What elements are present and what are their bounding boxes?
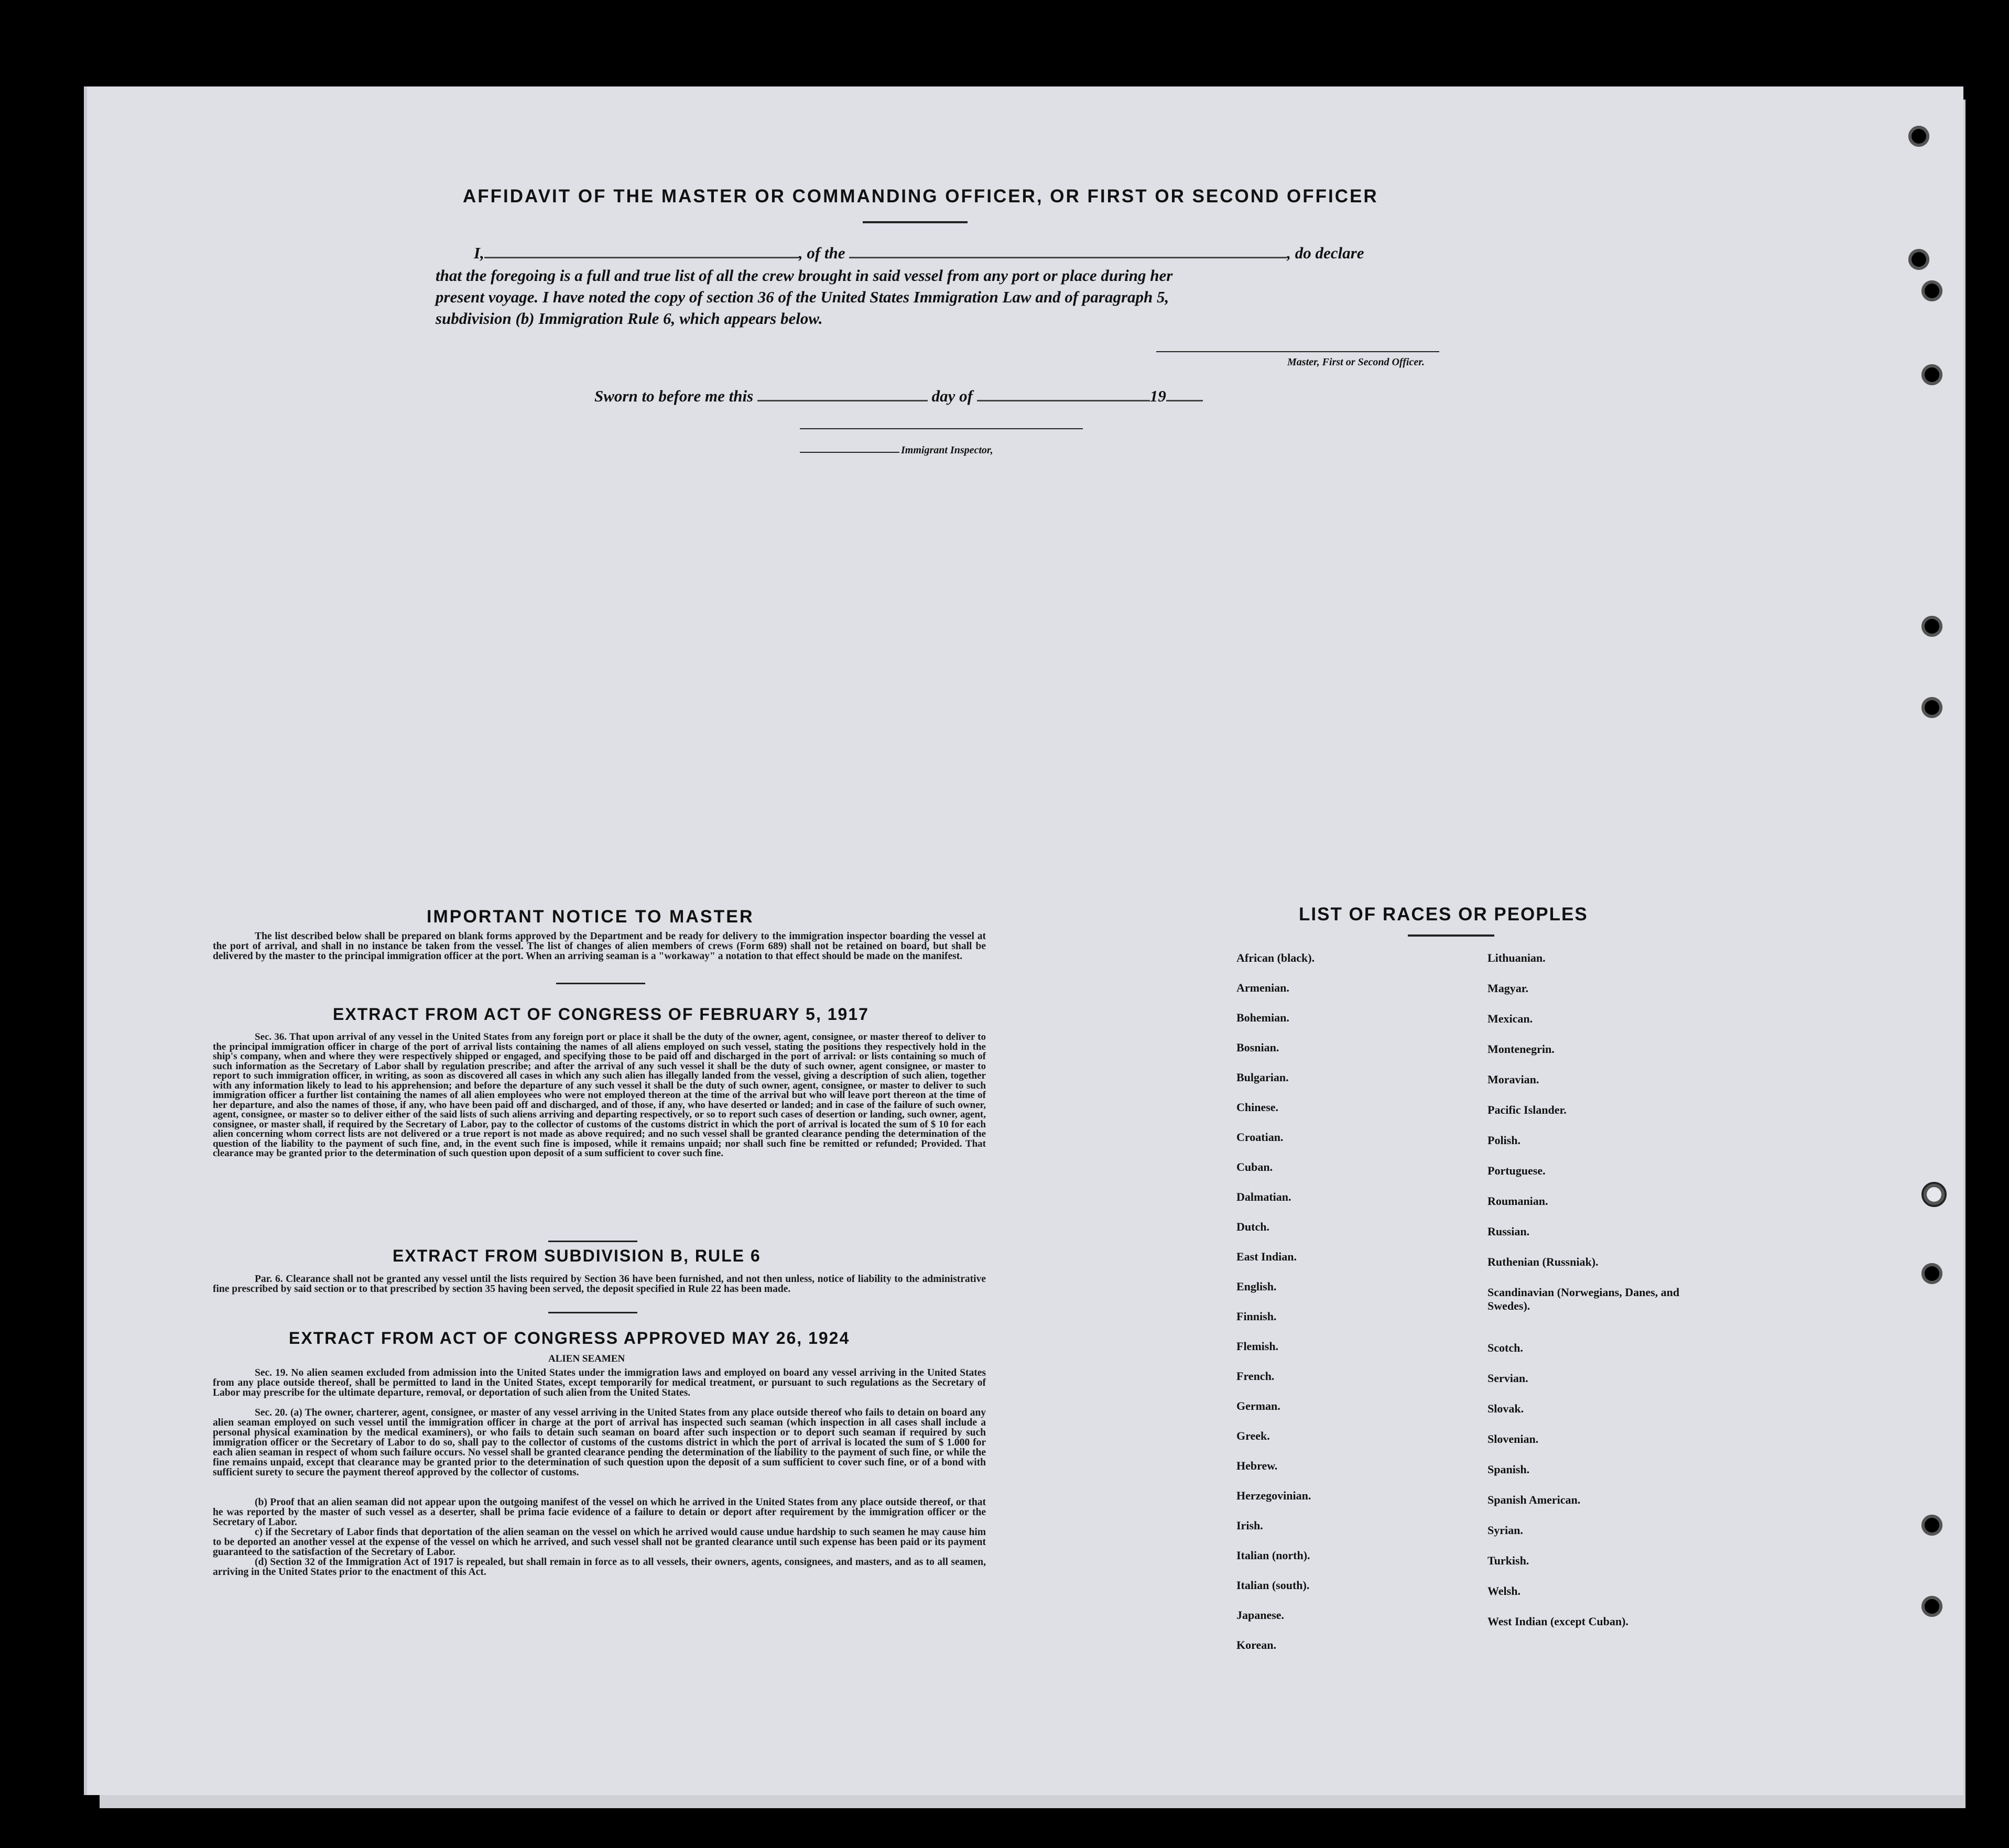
extract-1924-sec20c: c) if the Secretary of Labor finds that deportation of the alien seaman on the vessel on which he arrived would cause undue hardship to such seamen he may cause him to be deported an another vessel at the expense of the vessel on which he arrived, and such vessel shall not be granted clearance until such expense has been paid or its payment guaranteed to the satisfaction of the Secretary of Labor. (213, 1527, 986, 1558)
race-item: Croatian. (1236, 1130, 1284, 1144)
race-item: Moravian. (1487, 1073, 1539, 1086)
race-item: Finnish. (1236, 1310, 1277, 1323)
race-item: Cuban. (1236, 1160, 1273, 1173)
punch-hole (1921, 1182, 1947, 1207)
race-item: Scandinavian (Norwegians, Danes, and Swedes). (1487, 1286, 1680, 1312)
race-item: Syrian. (1487, 1524, 1523, 1537)
affidavit-title-rule (863, 221, 968, 223)
race-item: Lithuanian. (1487, 951, 1546, 964)
sworn-year-label: 19 (1149, 387, 1166, 405)
affidavit-i-label: I, (474, 244, 484, 262)
race-item: Dalmatian. (1236, 1190, 1291, 1203)
punch-hole (1908, 249, 1929, 270)
sworn-month-field[interactable] (977, 400, 1150, 401)
rule6-text: Par. 6. Clearance shall not be granted any vessel until the lists required by Section 36 have been furnished, and not then unless, notice of liability to the administrative fine prescribed by said section or to that prescribed by section 35 having been served, the deposit specified in Rule 22 has been made. (213, 1274, 986, 1295)
extract-1924-sec19: Sec. 19. No alien seamen excluded from admission into the United States under the immigration laws and employed on board any vessel arriving in the United States from any place outside thereof, shall be permitted to land in the United States, except temporarily for medical treatment, or pursuant to such regulations as the Secretary of Labor may prescribe for the ultimate departure, removal, or deportation of such alien from the United States. (213, 1367, 986, 1398)
extract-1917-title: EXTRACT FROM ACT OF CONGRESS OF FEBRUARY 5, 1917 (333, 1005, 869, 1024)
sworn-day-field[interactable] (757, 400, 928, 401)
rule6-rule (548, 1312, 637, 1313)
race-item: Slovak. (1487, 1402, 1524, 1415)
race-item: English. (1236, 1280, 1277, 1293)
sworn-line (594, 387, 1203, 406)
race-item: Chinese. (1236, 1101, 1279, 1114)
races-title-rule (1408, 934, 1494, 937)
punch-hole (1921, 364, 1942, 385)
race-item: Korean. (1236, 1638, 1276, 1651)
affidavit-line-4: subdivision (b) Immigration Rule 6, which appears below. (436, 309, 823, 328)
affidavit-title: AFFIDAVIT OF THE MASTER OR COMMANDING OFFICER, OR FIRST OR SECOND OFFICER (463, 186, 1378, 206)
race-item: Roumanian. (1487, 1194, 1548, 1208)
inspector-line-upper[interactable] (800, 428, 1083, 429)
race-item: Servian. (1487, 1372, 1528, 1385)
sworn-day-of-label: day of (931, 387, 973, 405)
race-item: Hebrew. (1236, 1459, 1278, 1472)
affidavit-line-2: that the foregoing is a full and true list of all the crew brought in said vessel from any port or place during her (436, 266, 1173, 285)
race-item: Polish. (1487, 1134, 1521, 1147)
race-item: Magyar. (1487, 982, 1529, 995)
race-item: Welsh. (1487, 1584, 1521, 1597)
notice-rule (556, 983, 645, 984)
sworn-year-field[interactable] (1166, 400, 1203, 401)
punch-hole (1921, 1596, 1942, 1617)
race-item: French. (1236, 1369, 1275, 1383)
punch-hole (1921, 697, 1942, 718)
inspector-line-lower[interactable] (800, 452, 899, 453)
race-item: Mexican. (1487, 1012, 1533, 1025)
race-item: Dutch. (1236, 1220, 1269, 1233)
race-item: Armenian. (1236, 981, 1289, 994)
sworn-prefix: Sworn to before me this (594, 387, 754, 405)
affidavit-line-3: present voyage. I have noted the copy of section 36 of the United States Immigration Law and of paragraph 5, (436, 288, 1169, 306)
race-item: Bohemian. (1236, 1011, 1289, 1024)
race-item: Flemish. (1236, 1340, 1279, 1353)
race-item: East Indian. (1236, 1250, 1297, 1263)
extract-1924-sec20d: (d) Section 32 of the Immigration Act of 1917 is repealed, but shall remain in force as to all vessels, their owners, agents, consignees, and masters, and as to all seamen, arriving in the United States prior to the enactment of this Act. (213, 1557, 986, 1578)
race-item: Turkish. (1487, 1554, 1529, 1567)
extract-1924-title: EXTRACT FROM ACT OF CONGRESS APPROVED MAY 26, 1924 (289, 1329, 850, 1347)
race-item: Italian (south). (1236, 1579, 1310, 1592)
race-item: Herzegovinian. (1236, 1489, 1311, 1502)
race-item: Spanish. (1487, 1463, 1530, 1476)
race-item: Pacific Islander. (1487, 1103, 1567, 1116)
race-item: Scotch. (1487, 1341, 1523, 1354)
race-item: Russian. (1487, 1225, 1530, 1238)
bleed-through-marks (139, 118, 149, 160)
race-item: Bosnian. (1236, 1041, 1279, 1054)
master-signature-caption: Master, First or Second Officer. (1287, 356, 1425, 368)
affidavit-line-1 (474, 244, 1364, 263)
race-item: Slovenian. (1487, 1432, 1539, 1445)
race-item: Montenegrin. (1487, 1042, 1555, 1056)
punch-hole (1921, 616, 1942, 637)
race-item: German. (1236, 1399, 1280, 1412)
extract-1917-text: Sec. 36. That upon arrival of any vessel in the United States from any foreign port or place it shall be the duty of the owner, agent, consignee, or master thereof to deliver to the principal immigration officer in charge of the port of arrival lists containing the names of all aliens employed on such vessel, stating the positions they respectively hold in the ship's company, when and where they were respectively shipped or engaged, and specifying those to be paid off and discharged in the port of arrival: or lists containing so much of such information as the Secretary of Labor shall by regulation prescribe; and after the arrival of any such vessel it shall be the duty of such owner, agent consignee, or master to report to such immigration officer, in writing, as soon as discovered all cases in which any such alien has illegally landed from the vessel, giving a description of such alien, together with any information likely to lead to his apprehension; and before the departure of any such vessel it shall be the duty of such owner, agent, consignee, or master to deliver to such immigration officer a further list containing the names of all alien employees who were not employed thereon at the time of the arrival but who will leave port thereon at the time of her departure, and also the names of those, if any, who have been paid off and discharged, and of those, if any, who have deserted or landed; and in case of the failure of such owner, agent, consignee, or master so to deliver either of the said lists of such aliens arriving and departing respectively, or so to report such cases of desertion or landing, such owner, agent, consignee, or master shall, if required by the Secretary of Labor, pay to the collector of customs of the customs district in which the port of arrival is located the sum of $ 10 for each alien concerning whom correct lists are not delivered or a true report is not made as above required; and no such vessel shall be granted clearance pending the determination of the question of the liability to the payment of such fine, and, in the event such fine is imposed, while it remains unpaid; nor shall such fine be remitted or refunded; Provided. That clearance may be granted prior to the determination of such question upon deposit of a sum sufficient to cover such fine. (213, 1031, 986, 1159)
master-signature-line[interactable] (1156, 351, 1439, 352)
race-item: Spanish American. (1487, 1493, 1581, 1506)
punch-hole (1921, 1515, 1942, 1536)
race-item: Italian (north). (1236, 1549, 1310, 1562)
notice-text: The list described below shall be prepared on blank forms approved by the Department and be ready for delivery to the immigration inspector boarding the vessel at the port of arrival, and shall in no instance be taken from the vessel. The list of changes of alien members of crews (Form 689) shall not be retained on board, but shall be delivered by the master to the principal immigration officer at the port. When an arriving seaman is a "workaway" a notation to that effect should be made on the manifest. (213, 931, 986, 962)
race-item: Bulgarian. (1236, 1071, 1289, 1084)
race-item: Ruthenian (Russniak). (1487, 1255, 1599, 1268)
notice-title: IMPORTANT NOTICE TO MASTER (427, 907, 754, 927)
race-item: African (black). (1236, 951, 1315, 964)
punch-hole (1921, 280, 1942, 301)
extract-1917-rule (548, 1241, 637, 1242)
extract-1924-subtitle: ALIEN SEAMEN (548, 1353, 625, 1364)
punch-hole (1908, 126, 1929, 147)
race-item: West Indian (except Cuban). (1487, 1615, 1628, 1628)
extract-1924-sec20a: Sec. 20. (a) The owner, charterer, agent, consignee, or master of any vessel arriving in the United States from any place outside thereof who fails to detain on board any alien seaman employed on such vessel until the immigration officer in charge at the port of arrival has inspected such seaman (which inspection in all cases shall include a personal physical examination by the medical examiners), or who fails to detain such seaman on board after such inspection or to deport such seaman if required by such immigration officer or the Secretary of Labor to do so, shall pay to the collector of customs of the customs district in which the port of arrival is located the sum of $ 1.000 for each alien seaman in respect of whom such failure occurs. No vessel shall be granted clearance pending the determination of the liability to the payment of such fine, or while the fine remains unpaid, except that clearance may be granted prior to the determination of such question upon the deposit of a sum sufficient to cover such fine, or of a bond with sufficient surety to secure the payment thereof approved by the collector of customs. (213, 1407, 986, 1478)
affidavit-of-the-label: , of the (798, 244, 845, 262)
vessel-name-field[interactable] (849, 257, 1287, 258)
races-title: LIST OF RACES OR PEOPLES (1299, 904, 1588, 925)
race-item: Irish. (1236, 1519, 1263, 1532)
race-item: Greek. (1236, 1429, 1270, 1442)
race-item: Portuguese. (1487, 1164, 1546, 1177)
master-name-field[interactable] (484, 257, 799, 258)
extract-1924-sec20b: (b) Proof that an alien seaman did not appear upon the outgoing manifest of the vessel on which he arrived in the United States from any place outside thereof, or that he was reported by the master of such vessel as a deserter, shall be prima facie evidence of a failure to detain or deport after requirement by the immigration officer or the Secretary of Labor. (213, 1497, 986, 1528)
rule6-title: EXTRACT FROM SUBDIVISION B, RULE 6 (393, 1246, 761, 1265)
document-page (84, 86, 1963, 1795)
affidavit-do-declare-label: , do declare (1287, 244, 1364, 262)
inspector-caption: Immigrant Inspector, (901, 444, 993, 456)
punch-hole (1921, 1263, 1942, 1284)
race-item: Japanese. (1236, 1608, 1285, 1622)
